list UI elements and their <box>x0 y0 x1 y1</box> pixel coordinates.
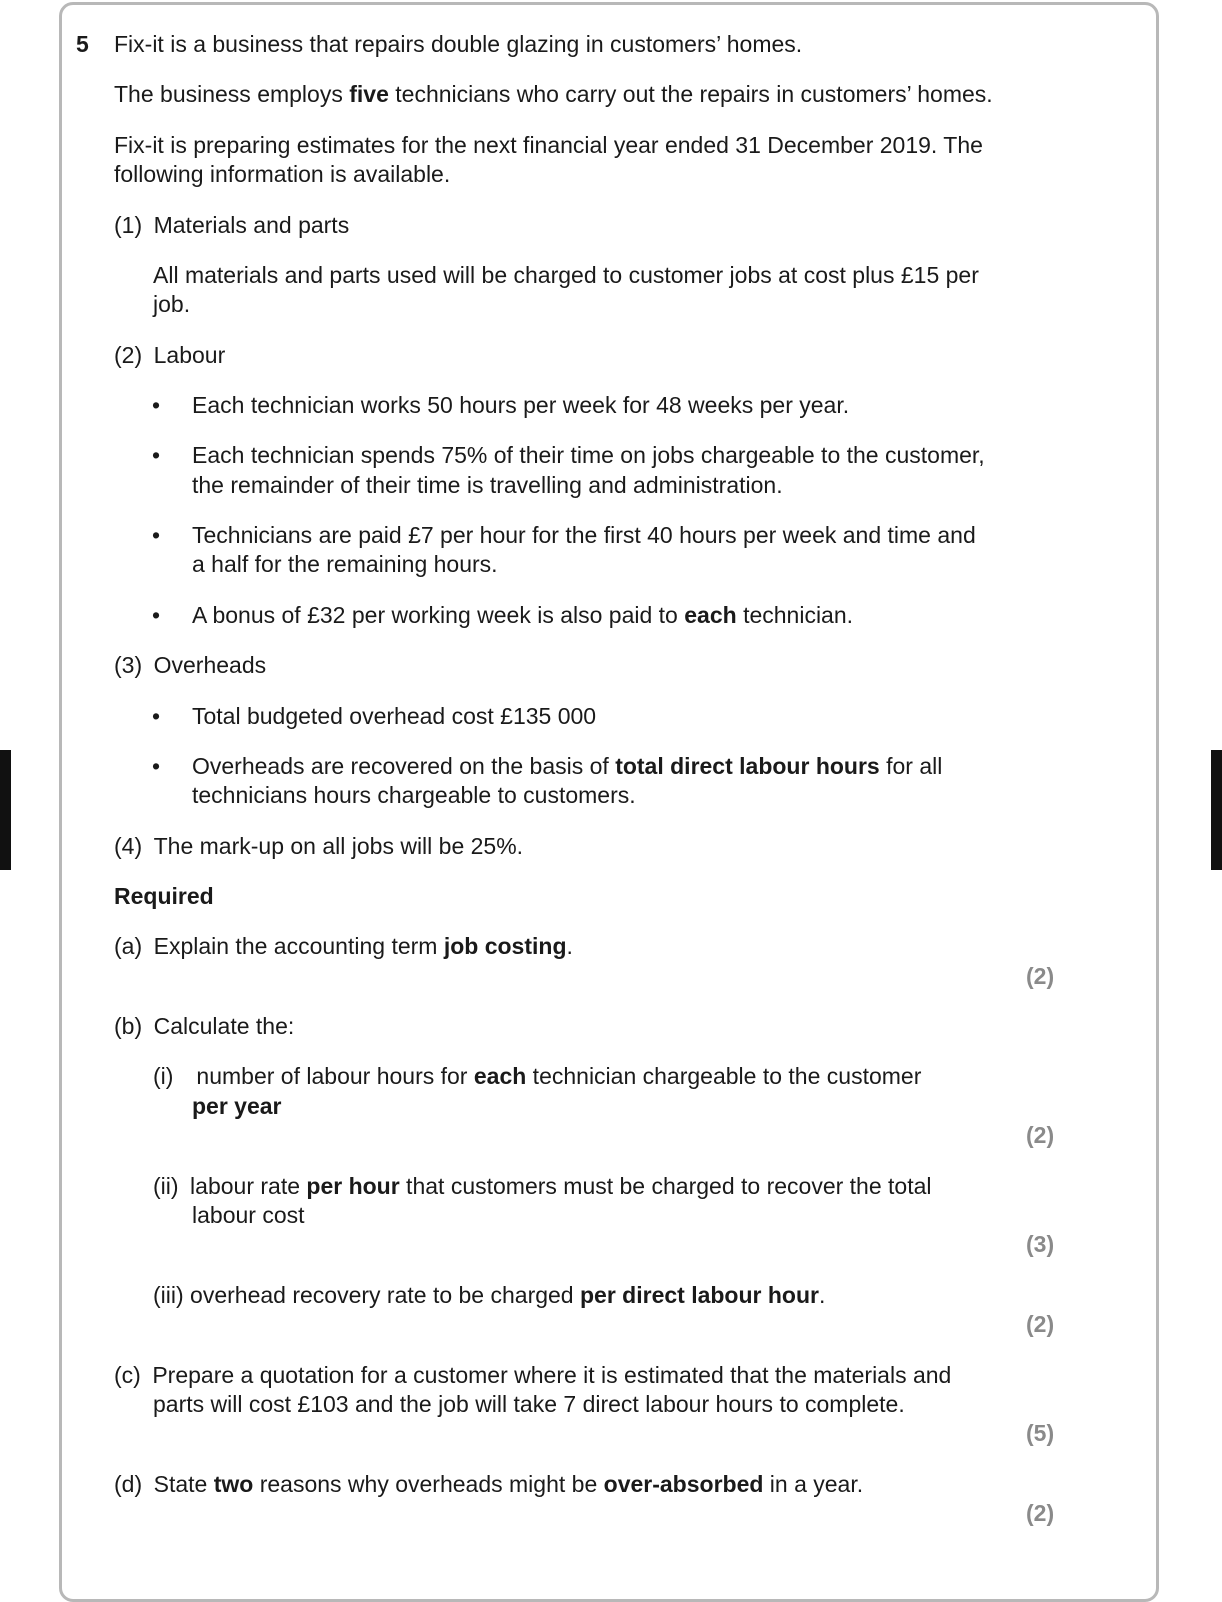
labour-bullet-1: Each technician works 50 hours per week for 48 weeks per year. <box>192 392 850 418</box>
part-a-marks: (2) <box>1026 963 1055 989</box>
overheads-bullet-2-line2: technicians hours chargeable to customers. <box>192 782 636 808</box>
part-b-heading: (b) Calculate the: <box>114 1013 295 1039</box>
part-b-i-marks: (2) <box>1026 1122 1055 1148</box>
labour-heading: (2) Labour <box>114 342 226 368</box>
part-c-line1: (c) Prepare a quotation for a customer where it is estimated that the materials and <box>114 1362 952 1388</box>
estimates-text-line1: Fix-it is preparing estimates for the next financial year ended 31 December 2019. The <box>114 132 983 158</box>
part-a-text: (a) Explain the accounting term job costing. <box>114 933 573 959</box>
part-b-ii-line2: labour cost <box>192 1202 305 1228</box>
overheads-heading: (3) Overheads <box>114 652 267 678</box>
part-b-ii-line1: (ii) labour rate per hour that customers must be charged to recover the total <box>153 1173 932 1199</box>
labour-bullet-2-line1: Each technician spends 75% of their time on jobs chargeable to the customer, <box>192 442 985 468</box>
question-number: 5 <box>76 31 89 57</box>
part-b-i-line2: per year <box>192 1093 282 1119</box>
bullet-icon: • <box>152 522 161 548</box>
bullet-icon: • <box>152 703 161 729</box>
overheads-bullet-2-line1: Overheads are recovered on the basis of total direct labour hours for all <box>192 753 943 779</box>
employs-text: The business employs five technicians who carry out the repairs in customers’ homes. <box>114 81 993 107</box>
part-c-line2: parts will cost £103 and the job will take 7 direct labour hours to complete. <box>153 1391 905 1417</box>
part-b-ii-marks: (3) <box>1026 1231 1055 1257</box>
part-d-marks: (2) <box>1026 1500 1055 1526</box>
bullet-icon: • <box>152 753 161 779</box>
bullet-icon: • <box>152 442 161 468</box>
labour-bullet-2-line2: the remainder of their time is travelling and administration. <box>192 472 783 498</box>
bullet-icon: • <box>152 392 161 418</box>
materials-text-line1: All materials and parts used will be charged to customer jobs at cost plus £15 per <box>153 262 979 288</box>
required-heading: Required <box>114 883 214 909</box>
materials-heading: (1) Materials and parts <box>114 212 350 238</box>
bullet-icon: • <box>152 602 161 628</box>
overheads-bullet-1: Total budgeted overhead cost £135 000 <box>192 703 597 729</box>
part-d-text: (d) State two reasons why overheads might be over-absorbed in a year. <box>114 1471 864 1497</box>
margin-marker-right <box>1211 750 1222 870</box>
estimates-text-line2: following information is available. <box>114 161 451 187</box>
margin-marker-left <box>0 750 11 870</box>
labour-bullet-3-line2: a half for the remaining hours. <box>192 551 498 577</box>
part-c-marks: (5) <box>1026 1420 1055 1446</box>
markup-text: (4) The mark-up on all jobs will be 25%. <box>114 833 524 859</box>
labour-bullet-4: A bonus of £32 per working week is also paid to each technician. <box>192 602 854 628</box>
part-b-iii-marks: (2) <box>1026 1311 1055 1337</box>
materials-text-line2: job. <box>153 291 191 317</box>
part-b-iii-text: (iii) overhead recovery rate to be charged per direct labour hour. <box>153 1282 826 1308</box>
labour-bullet-3-line1: Technicians are paid £7 per hour for the first 40 hours per week and time and <box>192 522 976 548</box>
part-b-i-line1: (i) number of labour hours for each technician chargeable to the customer <box>153 1063 922 1089</box>
question-intro: Fix-it is a business that repairs double glazing in customers’ homes. <box>114 31 803 57</box>
